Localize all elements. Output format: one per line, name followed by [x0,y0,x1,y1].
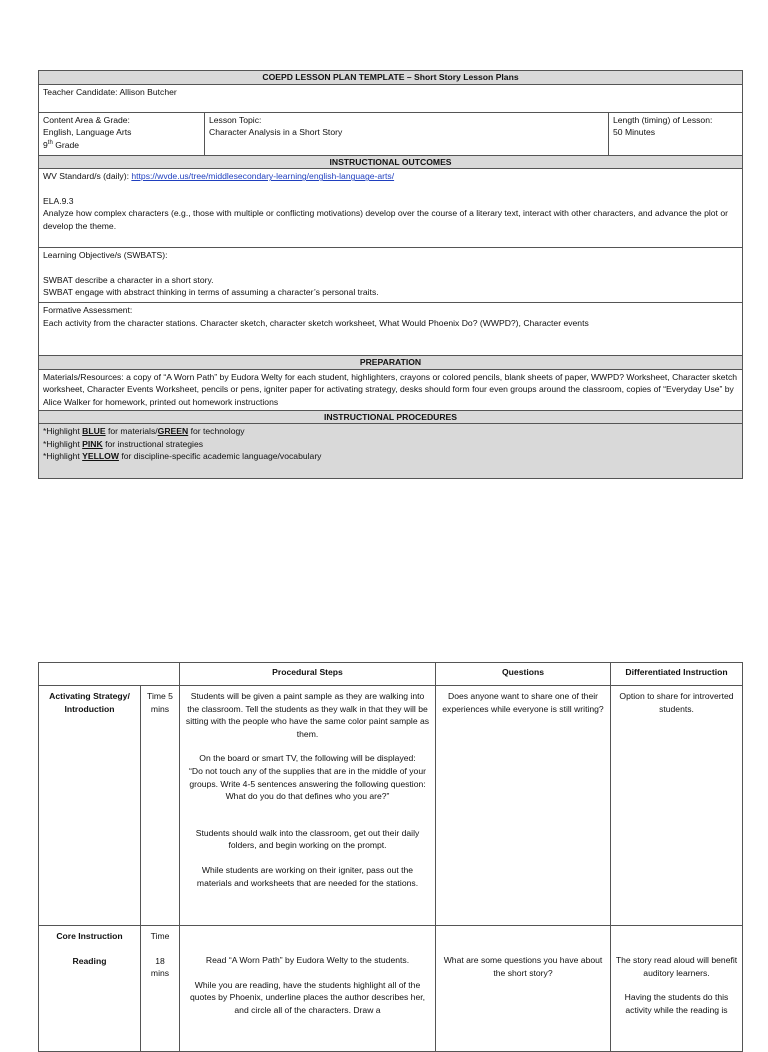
activating-step-2: On the board or smart TV, the following will be displayed: [199,753,416,764]
materials-cell [39,369,743,410]
grade-number: 9 [43,139,48,150]
highlight-3-prefix: *Highlight [43,451,83,462]
highlight-line-1 [43,425,738,438]
steps-corner-cell [39,663,180,686]
highlight-3-suffix: for discipline-specific academic language/vocabulary [118,451,322,462]
highlight-1-suffix: for technology [188,426,245,437]
lesson-topic-label: Lesson Topic: [209,114,262,125]
objectives-label: Learning Objective/s (SWBATS): [43,250,168,261]
highlight-blue: BLUE [82,426,106,437]
activating-steps [180,686,436,926]
lesson-topic-cell [205,112,609,155]
plan-title: COEPD LESSON PLAN TEMPLATE – Short Story Lesson Plans [39,71,743,85]
ela-code: ELA.9.3 [43,195,74,206]
ela-standard-text: Analyze how complex characters (e.g., those with multiple or conflicting motivations) develop over the course of a literary text, interact with other characters, and advance the plot or develop the theme. [43,208,728,231]
core-instruction-label [39,926,141,1052]
activating-question: Does anyone want to share one of their experiences while everyone is still writing? [436,686,611,926]
instructional-outcomes-header: INSTRUCTIONAL OUTCOMES [39,155,743,169]
questions-header: Questions [436,663,611,686]
procedural-steps-table [38,662,742,1052]
instructional-procedures-header: INSTRUCTIONAL PROCEDURES [39,410,743,424]
preparation-header: PREPARATION [39,356,743,370]
highlight-2-suffix: for instructional strategies [102,438,204,449]
procedural-steps-header: Procedural Steps [180,663,436,686]
lesson-length-value: 50 Minutes [613,127,656,138]
differentiated-header: Differentiated Instruction [611,663,743,686]
reading-diff-2: Having the students do this activity while the reading is [624,992,729,1015]
highlight-green: GREEN [157,426,189,437]
lesson-length-label: Length (timing) of Lesson: [613,114,713,125]
highlight-yellow: YELLOW [82,451,119,462]
activating-step-3: “Do not touch any of the supplies that are in the middle of your groups. Write 4-5 sentences answering the following question: What do you do that defines who you are?” [189,765,426,802]
reading-label: Reading [72,955,107,966]
activating-differentiation: Option to share for introverted students. [611,686,743,926]
formative-assessment-cell [39,303,743,356]
lesson-length-cell [609,112,743,155]
grade-word: Grade [55,139,80,150]
grade-suffix: th [47,139,53,146]
activating-time: Time 5 mins [141,686,180,926]
reading-step-1: Read “A Worn Path” by Eudora Welty to the students. [205,955,410,965]
formative-text: Each activity from the character stations. Character sketch, character sketch worksheet, What Would Phoenix Do? (WWPD?), Character events [43,317,589,328]
highlight-1-mid: for materials/ [105,426,158,437]
activating-step-1: Students will be given a paint sample as they are walking into the classroom. Tell the students as they walk in that they will be sitting with the people who have the same color paint sample as them. [185,691,430,739]
reading-differentiation [611,926,743,1052]
core-instruction-text: Core Instruction [56,931,123,941]
standards-cell [39,169,743,248]
activating-step-4: Students should walk into the classroom, get out their daily folders, and begin working on the prompt. [195,827,420,851]
highlight-key-cell [39,424,743,479]
wv-standard-line [43,170,738,183]
teacher-candidate [39,84,743,112]
reading-question: What are some questions you have about the short story? [443,955,603,978]
materials-text: Materials/Resources: a copy of “A Worn Path” by Eudora Welty for each student, highlighters, crayons or colored pencils, blank sheets of paper, WWPD? Worksheet, Character sketch worksheet, Character Events Worksheet, pencils or pens, igniter paper for activating strategy, desks should form four even groups around the classroom, copies of “Everyday Use” by Alice Walker for homework, printed out homework instructions [43,371,738,407]
grade-line [43,139,200,152]
wv-standard-label: WV Standard/s (daily): [43,171,129,182]
lesson-topic-value: Character Analysis in a Short Story [209,127,343,138]
core-time [141,926,180,1052]
formative-label: Formative Assessment: [43,305,133,316]
highlight-pink: PINK [82,438,103,449]
core-time-label: Time [150,931,170,941]
lesson-plan-table [38,70,742,479]
reading-question-cell [436,926,611,1052]
activating-step-5: While students are working on their igniter, pass out the materials and worksheets that are needed for the stations. [196,864,419,888]
reading-time: 18 mins [150,955,170,979]
objective-1: SWBAT describe a character in a short story. [43,274,214,285]
reading-step-2: While you are reading, have the students highlight all of the quotes by Phoenix, underline places the author describes her, and circle all of the characters. Draw a [189,979,426,1015]
highlight-1-prefix: *Highlight [43,426,83,437]
content-area-value: English, Language Arts [43,127,132,138]
wv-standard-link[interactable]: https://wvde.us/tree/middlesecondary-learning/english-language-arts/ [131,171,395,182]
objective-2: SWBAT engage with abstract thinking in terms of assuming a character’s personal traits. [43,287,379,298]
content-area-cell [39,112,205,155]
content-area-label: Content Area & Grade: [43,114,130,125]
highlight-line-3 [43,450,738,463]
activating-strategy-label: Activating Strategy/ Introduction [39,686,141,926]
reading-diff-1: The story read aloud will benefit auditory learners. [615,955,738,978]
reading-steps [180,926,436,1052]
highlight-line-2 [43,438,738,451]
highlight-2-prefix: *Highlight [43,438,83,449]
objectives-cell [39,248,743,303]
teacher-candidate-text: Teacher Candidate: Allison Butcher [43,86,177,97]
